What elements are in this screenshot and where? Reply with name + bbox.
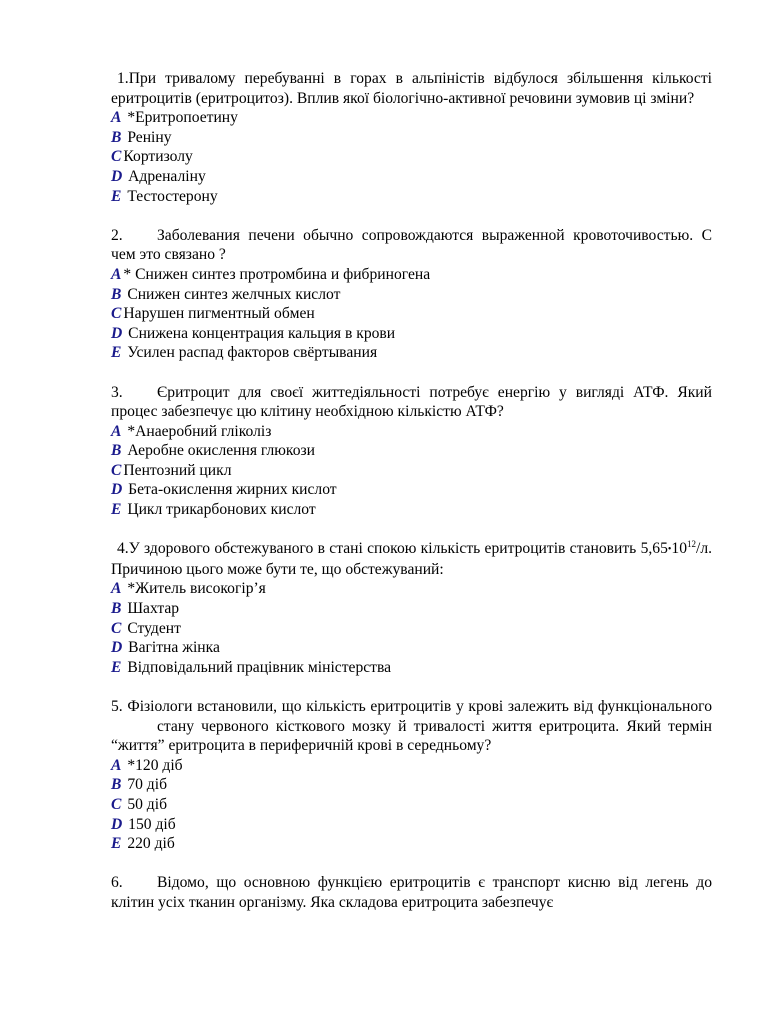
option-letter: B [111,128,122,146]
question-5 [111,697,712,854]
question-text [111,383,712,422]
question-number: 6. [111,874,123,892]
option-letter: D [111,639,123,657]
option-letter: E [111,344,122,362]
option-text: Тестостерону [127,187,218,205]
option-text: Бета-окислення жирних кислот [128,481,337,499]
option-letter: E [111,187,122,205]
multiply-dot: • [667,544,672,556]
option-text: * Снижен синтез протромбина и фибриногена [123,265,431,283]
option-e [111,500,712,520]
question-text [111,226,712,265]
option-text: Снижена концентрация кальция в крови [128,324,396,342]
power-exponent: 12 [686,539,696,550]
option-b [111,285,712,305]
option-letter: B [111,776,122,794]
option-text: *Анаеробний гліколіз [127,422,272,440]
option-text: 150 діб [128,815,176,833]
question-6 [111,873,712,912]
option-text: Кортизолу [123,148,193,166]
option-e [111,834,712,854]
option-text: Пентозний цикл [123,461,232,479]
question-body: Відомо, що основною функцією еритроцитів є транспорт кисню від легень до клітин усіх тканин організму. Яка складова еритроцита забезпечує [111,874,712,911]
option-letter: D [111,324,123,342]
option-letter: A [111,580,122,598]
option-text: Відповідальний працівник міністерства [127,658,392,676]
option-d [111,638,712,658]
question-body: При тривалому перебуванні в горах в альпіністів відбулося збільшення кількості еритроцитів (еритроцитоз). Вплив якої біологічно-активної речовини зумовив ці зміни? [111,70,712,107]
option-text: 70 діб [127,776,168,794]
option-text: *Житель високогір’я [127,580,266,598]
option-text: *Еритропоетину [127,109,238,127]
option-a [111,265,712,285]
option-text: Вагітна жінка [128,639,220,657]
option-letter: A [111,265,122,283]
option-c [111,304,712,324]
option-text: 50 діб [127,795,168,813]
option-letter: D [111,481,123,499]
option-letter: B [111,600,122,618]
option-a [111,579,712,599]
option-text: Шахтар [127,600,180,618]
option-text: 220 діб [127,835,175,853]
option-text: Усилен распад факторов свёртывания [127,344,378,362]
question-text [111,697,712,756]
power-base: 10 [671,540,687,558]
option-letter: C [111,148,122,166]
option-c [111,147,712,167]
option-b [111,128,712,148]
option-letter: A [111,756,122,774]
question-number: 4. [117,540,129,558]
option-letter: C [111,305,122,323]
question-text [111,539,712,579]
option-d [111,324,712,344]
question-body: Заболевания печени обычно сопровождаются выраженной кровоточивостью. С чем это связано ? [111,226,712,264]
option-letter: D [111,815,123,833]
question-1 [111,69,712,206]
option-c [111,461,712,481]
question-4 [111,539,712,677]
option-d [111,480,712,500]
option-text: Снижен синтез желчных кислот [127,285,341,303]
option-e [111,658,712,678]
option-d [111,815,712,835]
option-b [111,441,712,461]
option-text: Аеробне окислення глюкози [127,442,316,460]
question-number: 2. [111,226,123,244]
option-text: Реніну [127,128,172,146]
option-letter: B [111,442,122,460]
document-page [111,69,712,932]
question-number: 3. [111,383,123,401]
option-text: Нарушен пигментный обмен [123,305,315,323]
option-letter: A [111,422,122,440]
option-letter: E [111,658,122,676]
option-text: Цикл трикарбонових кислот [127,501,316,519]
option-text: *120 діб [127,756,183,774]
option-letter: C [111,619,122,637]
option-c [111,795,712,815]
question-body-end: /л. Причиною цього може бути те, що обстежуваний: [111,540,712,578]
option-c [111,619,712,639]
option-e [111,343,712,363]
question-text [111,873,712,912]
option-a [111,756,712,776]
option-text: Адреналіну [128,167,206,185]
question-body-start: Фізіологи встановили, що кількість еритроцитів у крові залежить від функціонального [127,698,712,715]
question-3 [111,383,712,520]
question-2 [111,226,712,363]
option-b [111,599,712,619]
option-a [111,422,712,442]
option-letter: C [111,461,122,479]
question-body: Єритроцит для своєї життедіяльності потребує енергію у вигляді АТФ. Який процес забезпечує цю клітину необхідною кількістю АТФ? [111,383,712,421]
option-e [111,187,712,207]
question-number: 1. [117,70,129,87]
option-letter: A [111,109,122,127]
question-text [111,69,712,108]
option-text: Студент [127,619,181,637]
option-a [111,108,712,128]
option-letter: E [111,501,122,519]
question-number: 5. [111,698,123,715]
option-b [111,775,712,795]
option-letter: C [111,795,122,813]
option-letter: B [111,285,122,303]
option-letter: D [111,167,123,185]
option-letter: E [111,835,122,853]
question-body-start: У здорового обстежуваного в стані спокою кількість еритроцитів становить 5,65 [128,540,668,558]
question-body-end: стану червоного кісткового мозку й тривалості життя еритроцита. Який термін “життя” еритроцита в периферичній крові в середньому? [111,717,712,755]
option-d [111,167,712,187]
